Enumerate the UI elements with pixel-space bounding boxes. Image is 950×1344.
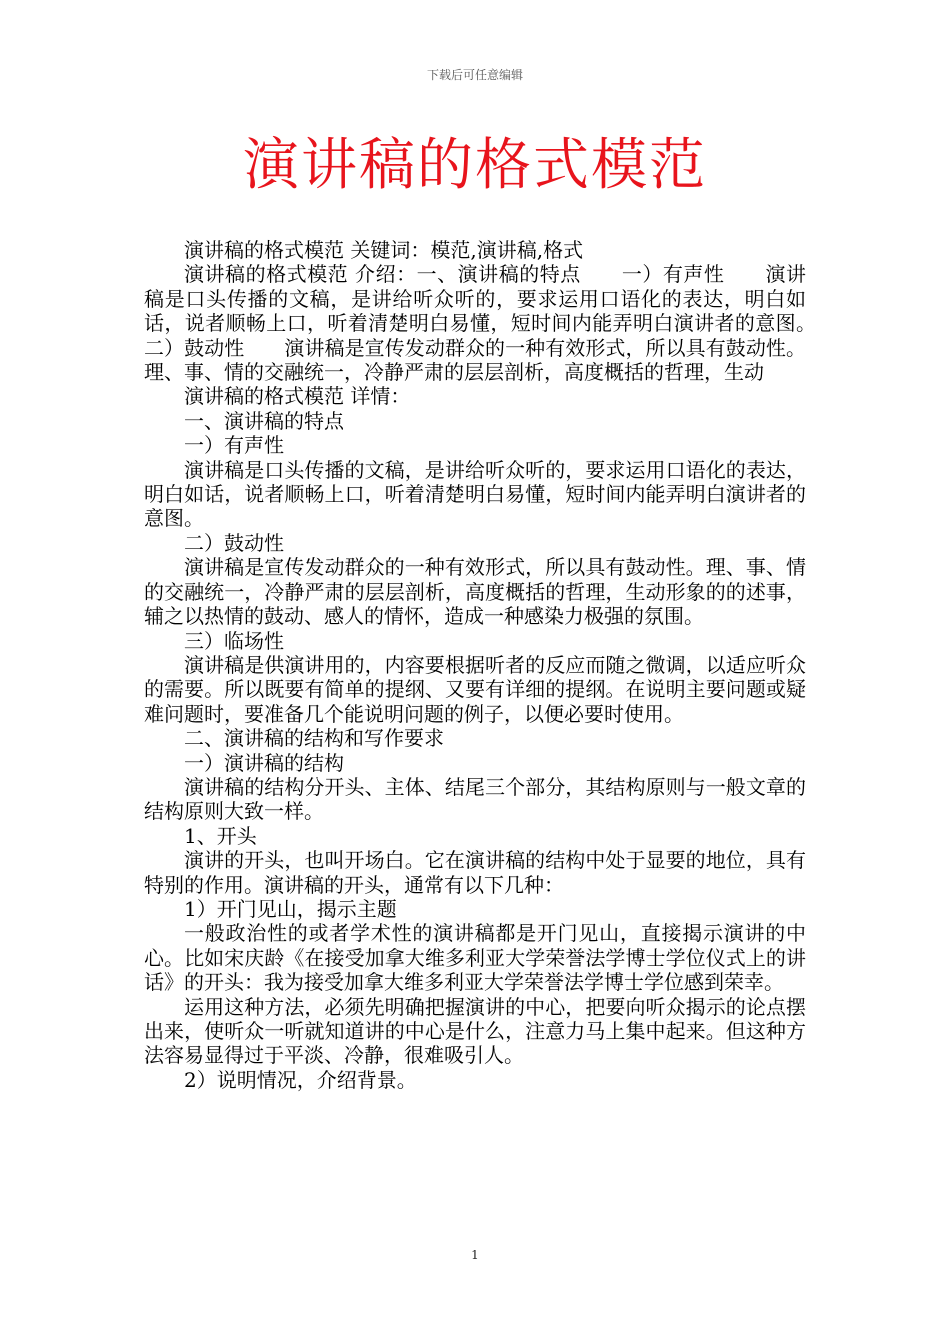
paragraph: 演讲稿的格式模范 详情： (184, 384, 411, 409)
section-heading: 二、演讲稿的结构和写作要求 (184, 726, 444, 751)
paragraph: 演讲稿是口头传播的文稿，是讲给听众听的，要求运用口语化的表达，明白如话，说者顺畅上口，听着清楚明白易懂，短时间内能弄明白演讲者的意图。 (144, 457, 806, 531)
document-title: 演讲稿的格式模范 (243, 133, 707, 198)
paragraph: 运用这种方法，必须先明确把握演讲的中心，把要向听众揭示的论点摆出来，使听众一听就知道讲的中心是什么，注意力马上集中起来。但这种方法容易显得过于平淡、冷静，很难吸引人。 (144, 994, 806, 1068)
document-body (144, 238, 846, 1092)
subsection-heading: 1、开头 (184, 823, 257, 848)
section-heading: 一、演讲稿的特点 (184, 408, 344, 433)
subsection-heading: 1）开门见山，揭示主题 (184, 896, 397, 921)
paragraph: 演讲稿的格式模范 关键词：模范,演讲稿,格式 (184, 238, 584, 262)
paragraph: 演讲稿的格式模范 介绍：一、演讲稿的特点 一）有声性 演讲稿是口头传播的文稿，是讲给听众听的，要求运用口语化的表达，明白如话，说者顺畅上口，听着清楚明白易懂，短时间内能弄明白演讲者的意图。 二）鼓动性 演讲稿是宣传发动群众的一种有效形式，所以具有鼓动性。理、事、情的交融统一，冷静严肃的层层剖析，高度概括的哲理，生动 (144, 262, 846, 385)
paragraph: 演讲稿是宣传发动群众的一种有效形式，所以具有鼓动性。理、事、情的交融统一，冷静严肃的层层剖析，高度概括的哲理，生动形象的的述事，辅之以热情的鼓动、感人的情怀，造成一种感染力极强的氛围。 (144, 555, 806, 629)
paragraph: 一般政治性的或者学术性的演讲稿都是开门见山，直接揭示演讲的中心。比如宋庆龄《在接受加拿大维多利亚大学荣誉法学博士学位仪式上的讲话》的开头：我为接受加拿大维多利亚大学荣誉法学博士学位感到荣幸。 (144, 921, 806, 995)
page-number: 1 (471, 1248, 479, 1262)
paragraph: 演讲稿的结构分开头、主体、结尾三个部分，其结构原则与一般文章的结构原则大致一样。 (144, 774, 806, 824)
subsection-heading: 一）演讲稿的结构 (184, 750, 344, 775)
subsection-heading: 二）鼓动性 (184, 530, 284, 555)
subsection-heading: 三）临场性 (184, 628, 284, 653)
subsection-heading: 2）说明情况，介绍背景。 (184, 1067, 417, 1092)
header-note: 下载后可任意编辑 (426, 68, 523, 82)
paragraph: 演讲的开头，也叫开场白。它在演讲稿的结构中处于显要的地位，具有特别的作用。演讲稿的开头，通常有以下几种： (144, 848, 806, 897)
paragraph: 演讲稿是供演讲用的，内容要根据听者的反应而随之微调，以适应听众的需要。所以既要有简单的提纲、又要有详细的提纲。在说明主要问题或疑难问题时，要准备几个能说明问题的例子，以便必要时使用。 (144, 652, 806, 726)
subsection-heading: 一）有声性 (184, 433, 284, 458)
